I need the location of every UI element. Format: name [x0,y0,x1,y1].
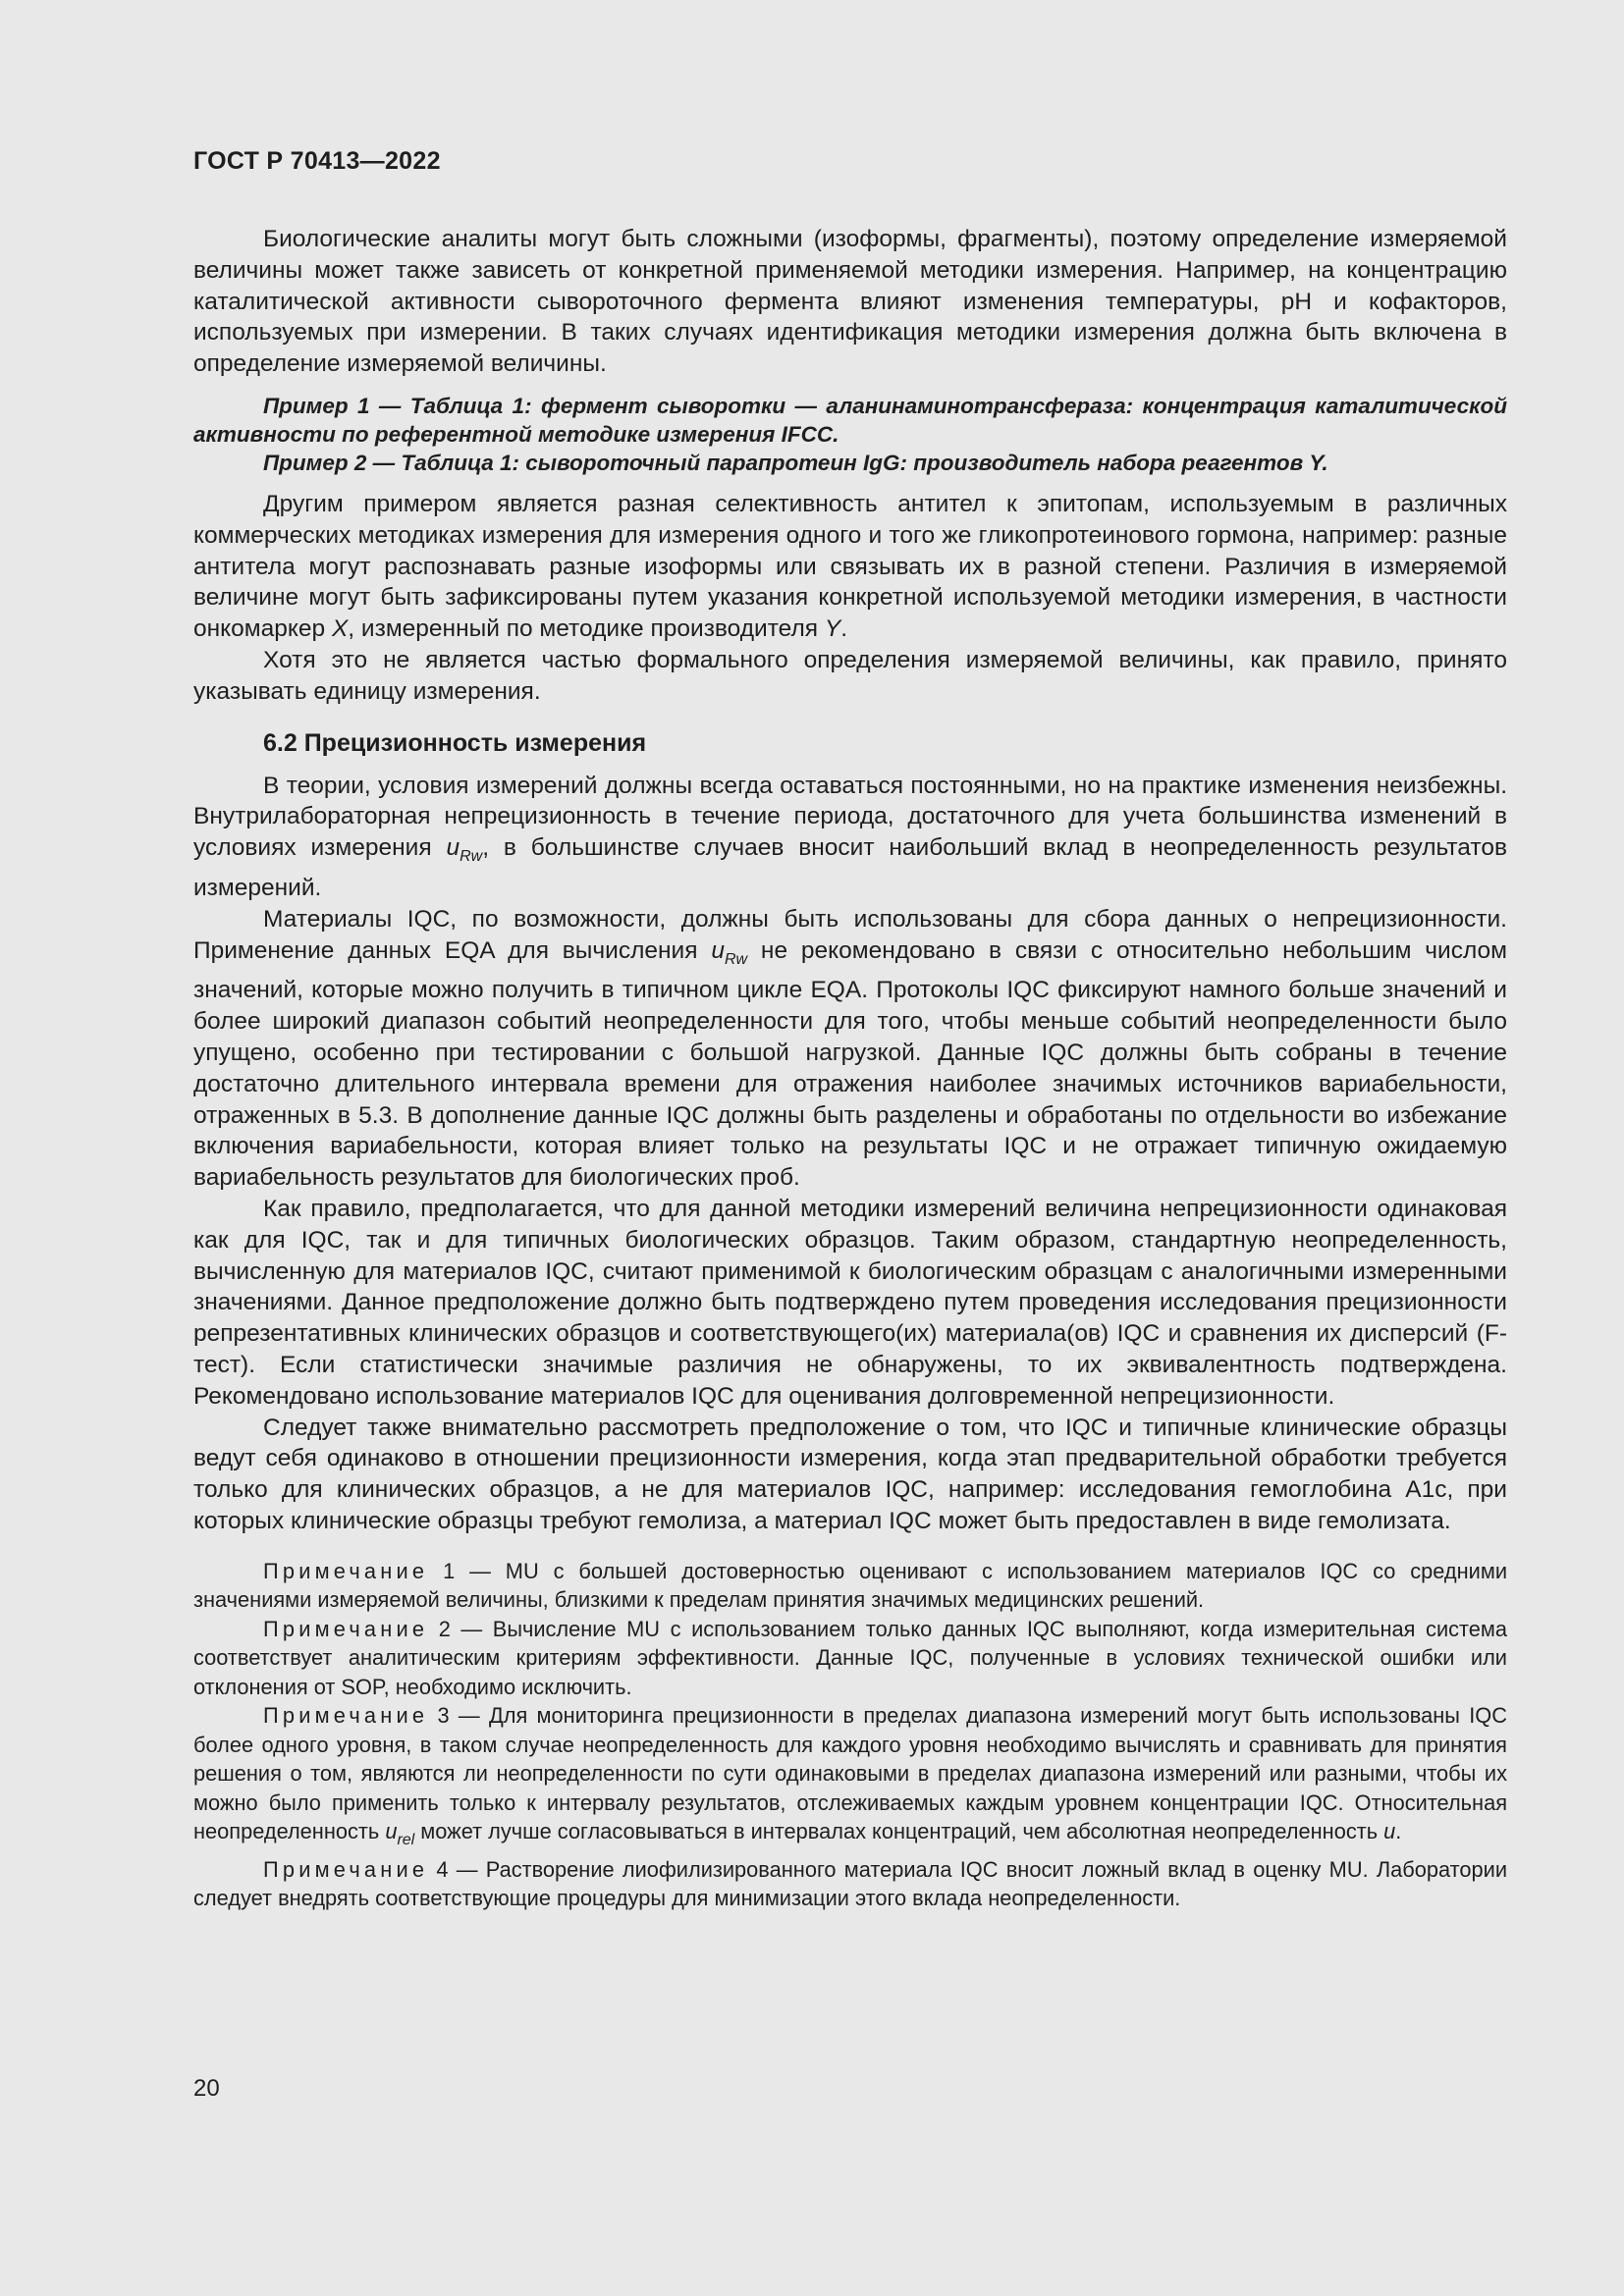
note-text: 1 — MU с большей достоверностью оценивают с использованием материалов IQC со средними значениями измеряемой величины, близкими к пределам принятия значимых медицинских решений. [193,1558,1507,1613]
symbol-u: u [385,1819,398,1844]
note-4 [193,1855,1507,1913]
variable-x: X [331,615,349,643]
paragraph: Хотя это не является частью формального определения измеряемой величины, как правило, принято указывать единицу измерения. [193,646,1507,705]
text: не рекомендовано в связи с относительно небольшим числом значений, которые можно получить в типичном цикле EQA. Протоколы IQC фиксируют намного больше значений и более широкий диапазон событий неопределенности для того, чтобы меньше событий неопределенности было упущено, особенно при тестировании с большой нагрузкой. Данные IQC должны быть собраны в течение достаточно длительного интервала времени для отражения наиболее значимых источников вариабельности, отраженных в 5.3. В дополнение данные IQC должны быть разделены и обработаны по отдельности во избежание включения вариабельности, которая влияет только на результаты IQC и не отражает типичную ожидаемую вариабельность результатов для биологических проб. [193,936,1507,1192]
note-text: 4 — Растворение лиофилизированного материала IQC вносит ложный вклад в оценку MU. Лаборатории следует внедрять соответствующие процедуры для минимизации этого вклада неопределенности. [193,1856,1507,1911]
subscript-rw: Rw [460,848,483,866]
paragraph [193,904,1507,1194]
note-1 [193,1557,1507,1615]
page-number: 20 [193,2075,220,2102]
paragraph: Биологические аналиты могут быть сложными (изоформы, фрагменты), поэтому определение измеряемой величины может также зависеть от конкретной применяемой методики измерения. Например, на концентрацию каталитической активности сывороточного фермента влияют изменения температуры, pH и кофакторов, используемых при измерении. В таких случаях идентификация методики измерения должна быть включена в определение измеряемой величины. [193,226,1507,378]
subscript-rw: Rw [724,950,748,968]
section-heading: 6.2 Прецизионность измерения [263,728,647,757]
text: , измеренный по методике производителя [348,615,825,643]
subscript-rel: rel [397,1832,415,1849]
variable-y: Y [824,615,841,643]
example-2: Пример 2 — Таблица 1: сывороточный парапротеин IgG: производитель набора реагентов Y. [263,450,1328,475]
note-text: 3 — Для мониторинга прецизионности в пределах диапазона измерений могут быть использованы IQC более одного уровня, в таком случае неопределенность для каждого уровня необходимо вычислять и сравнивать для принятия решения о том, являются ли неопределенности по сути одинаковыми в пределах диапазона измерений или разными, чтобы их можно было применить только к интервалу результатов, отслеживаемых каждым уровнем концентрации IQC. Относительная неопределенность [193,1703,1507,1844]
text: . [840,615,848,643]
paragraph [193,489,1507,645]
note-label: Примечание [263,1703,429,1729]
page-content [193,224,1507,1913]
symbol-u: u [711,936,725,964]
symbol-u: u [446,834,460,862]
note-label: Примечание [263,1558,429,1583]
note-label: Примечание [263,1616,429,1641]
note-text: может лучше согласовываться в интервалах концентраций, чем абсолютная неопределенность [414,1819,1384,1844]
paragraph [193,771,1507,904]
text: , в большинстве случаев вносит наибольший вклад в неопределенность результатов измерений. [193,834,1507,901]
note-3 [193,1701,1507,1855]
text: Материалы IQC, по возможности, должны быть использованы для сбора данных о непрецизионности. Применение данных EQA для вычисления [193,905,1507,964]
note-2 [193,1615,1507,1702]
note-text: 2 — Вычисление MU с использованием только данных IQC выполняют, когда измерительная система соответствует аналитическим критериям эффективности. Данные IQC, полученные в условиях технической ошибки или отклонения от SOP, необходимо исключить. [193,1616,1507,1699]
example-1: Пример 1 — Таблица 1: фермент сыворотки — аланинаминотрансфераза: концентрация каталитической активности по референтной методике измерения IFCC. [193,393,1507,447]
paragraph: Следует также внимательно рассмотреть предположение о том, что IQC и типичные клинические образцы ведут себя одинаково в отношении прецизионности измерения, когда этап предварительной обработки требуется только для клинических образцов, а не для материалов IQC, например: исследования гемоглобина A1c, при которых клинические образцы требуют гемолиза, а материал IQC может быть предоставлен в виде гемолизата. [193,1414,1507,1534]
note-label: Примечание [263,1856,429,1882]
note-text: . [1395,1819,1402,1844]
document-header: ГОСТ Р 70413—2022 [193,147,441,175]
symbol-u: u [1383,1819,1396,1844]
paragraph: Как правило, предполагается, что для данной методики измерений величина непрецизионности одинаковая как для IQC, так и для типичных биологических образцов. Таким образом, стандартную неопределенность, вычисленную для материалов IQC, считают применимой к биологическим образцам с аналогичными измеренными значениями. Данное предположение должно быть подтверждено путем проведения исследования прецизионности репрезентативных клинических образцов и соответствующего(их) материала(ов) IQC и сравнения их дисперсий (F-тест). Если статистически значимые различия не обнаружены, то их эквивалентность подтверждена. Рекомендовано использование материалов IQC для оценивания долговременной непрецизионности. [193,1195,1507,1410]
text: В теории, условия измерений должны всегда оставаться постоянными, но на практике изменения неизбежны. Внутрилабораторная непрецизионность в течение периода, достаточного для учета большинства изменений в условиях измерения [193,772,1507,862]
text: Другим примером является разная селективность антител к эпитопам, используемым в различных коммерческих методиках измерения для измерения одного и того же гликопротеинового гормона, например: разные антитела могут распознавать разные изоформы или связывать их в разной степени. Различия в измеряемой величине могут быть зафиксированы путем указания конкретной используемой методики измерения, в частности онкомаркер [193,490,1507,643]
